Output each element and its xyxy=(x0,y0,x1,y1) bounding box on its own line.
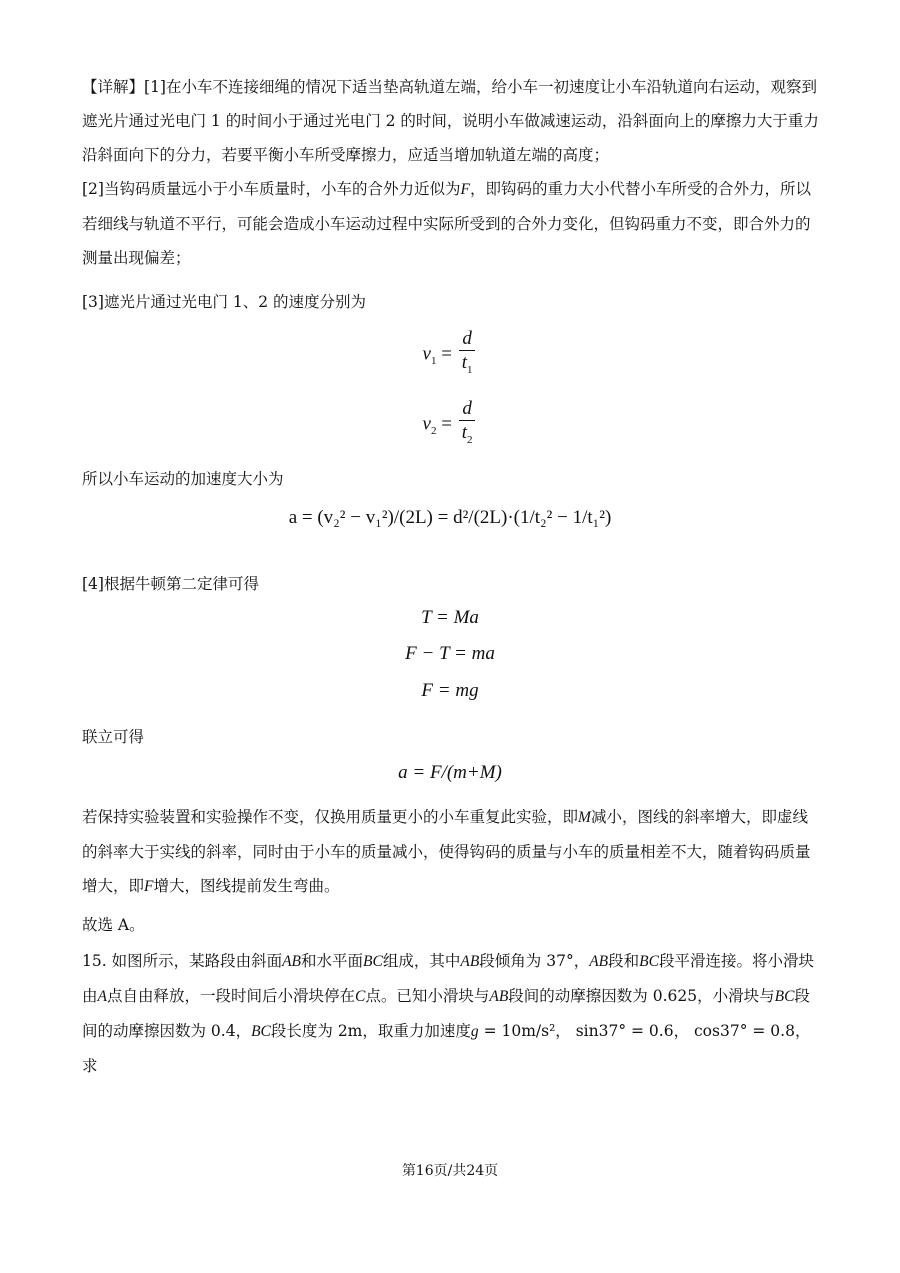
detail-tag: 【详解】 xyxy=(82,78,145,96)
solution-paragraph-6: 联立可得 xyxy=(82,728,145,746)
solution-paragraph-1: 【详解】[1]在小车不连接细绳的情况下适当垫高轨道左端，给小车一初速度让小车沿轨道向右运动，观察到遮光片通过光电门 1 的时间小于通过光电门 2 的时间，说明小车做减速运动，沿斜面向上的摩擦力大于重力沿斜面向下的分力，若要平衡小车所受摩擦力，应适当增加轨道左端的高度； xyxy=(82,78,819,164)
equation-v1: $v_1$ = $\frac{d}{t_1}$ xyxy=(0,328,900,382)
solution-conclusion: 故选 A。 xyxy=(82,916,145,934)
equation-v2: $v_2$ = $\frac{d}{t_2}$ xyxy=(0,398,900,452)
solution-paragraph-2: [2]当钩码质量远小于小车质量时，小车的合外力近似为F，即钩码的重力大小代替小车所受的合外力，所以若细线与轨道不平行，可能会造成小车运动过程中实际所受到的合外力变化，但钩码重力不变，即合外力的测量出现偏差； xyxy=(82,180,811,267)
equation-f-mg: F = mg xyxy=(421,680,479,701)
equation-a-f: a = F/(m+M) xyxy=(398,762,502,783)
page-number: 第16页/共24页 xyxy=(401,1163,499,1179)
solution-paragraph-7: 若保持实验装置和实验操作不变，仅换用质量更小的小车重复此实验，即M减小，图线的斜率增大，即虚线的斜率大于实线的斜率，同时由于小车的质量减小，使得钩码的质量与小车的质量相差不大，随着钩码质量增大，即F增大，图线提前发生弯曲。 xyxy=(82,808,811,895)
equation-f-t-ma: F − T = ma xyxy=(405,643,495,664)
question-15: 15. 如图所示，某路段由斜面AB和水平面BC组成，其中AB段倾角为 37°，AB段和BC段平滑连接。将小滑块由A点自由释放，一段时间后小滑块停在C点。已知小滑块与AB段间的动摩擦因数为 0.625，小滑块与BC段间的动摩擦因数为 0.4，BC段长度为 2m，取重力加速度g = 10m/s²， sin37° = 0.6， cos37° = 0.8，求 xyxy=(82,952,814,1075)
equation-acceleration: a = (v₂² − v₁²)/(2L) = d²/(2L)·(1/t₂² − 1/t₁²) xyxy=(288,507,612,528)
solution-paragraph-4: 所以小车运动的加速度大小为 xyxy=(82,470,284,488)
equation-t-ma: T = Ma xyxy=(421,607,479,628)
solution-paragraph-5: [4]根据牛顿第二定律可得 xyxy=(82,575,259,593)
solution-paragraph-3: [3]遮光片通过光电门 1、2 的速度分别为 xyxy=(82,293,367,311)
